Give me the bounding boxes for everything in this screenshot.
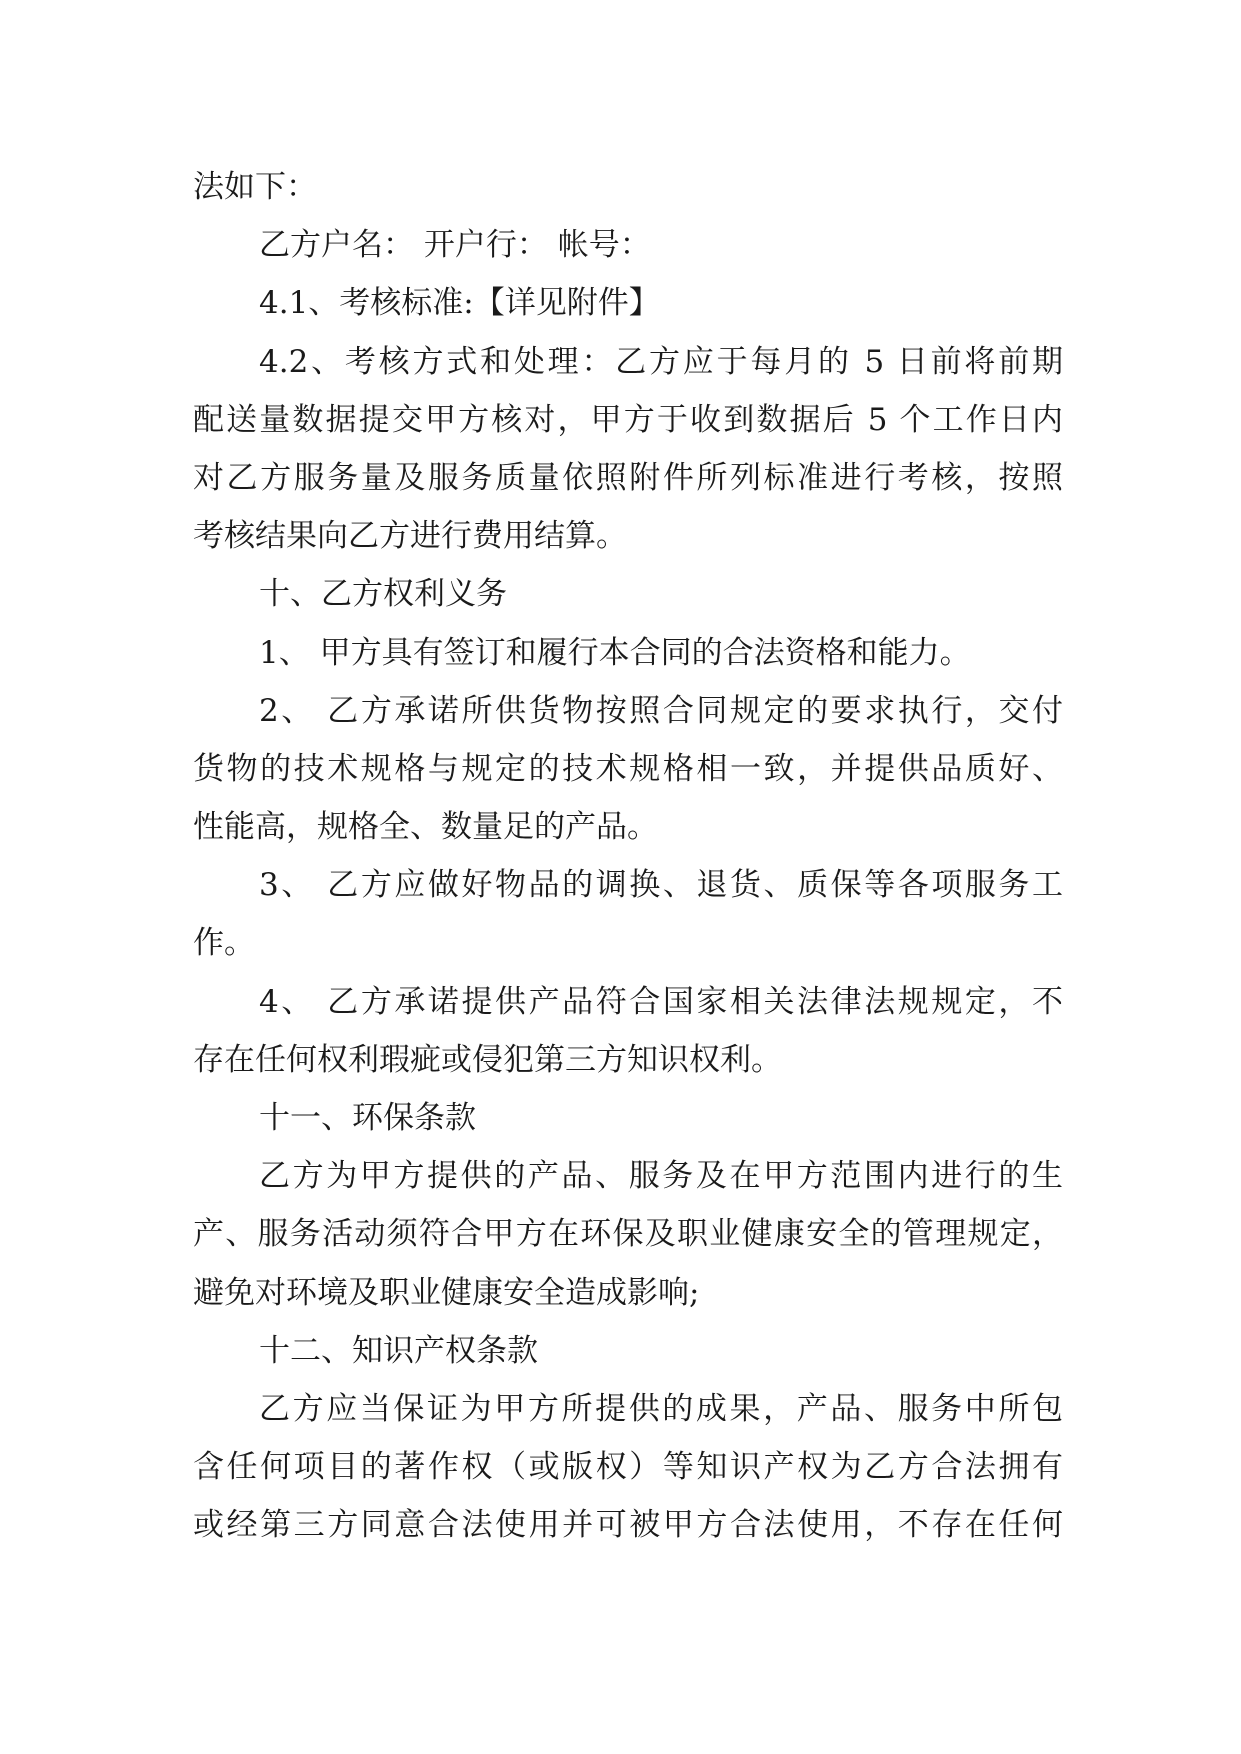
- text-line: 对乙方服务量及服务质量依照附件所列标准进行考核，按照: [193, 459, 1063, 496]
- text-line: 3、 乙方应做好物品的调换、退货、质保等各项服务工: [259, 867, 1063, 904]
- text-line: 货物的技术规格与规定的技术规格相一致，并提供品质好、: [193, 750, 1063, 787]
- text-line: 乙方户名： 开户行： 帐号：: [259, 227, 651, 264]
- text-line: 4.1、考核标准:【详见附件】: [259, 285, 660, 322]
- text-line: 存在任何权利瑕疵或侵犯第三方知识权利。: [193, 1041, 782, 1078]
- text-line: 考核结果向乙方进行费用结算。: [193, 518, 627, 555]
- text-line: 乙方为甲方提供的产品、服务及在甲方范围内进行的生: [259, 1158, 1063, 1195]
- text-line: 4、 乙方承诺提供产品符合国家相关法律法规规定，不: [259, 983, 1063, 1020]
- section-heading: 十二、知识产权条款: [259, 1332, 538, 1369]
- text-line: 法如下：: [193, 169, 317, 205]
- section-heading: 十一、环保条款: [259, 1100, 476, 1136]
- document-body: [193, 158, 1063, 1555]
- text-line: 1、 甲方具有签订和履行本合同的合法资格和能力。: [259, 634, 971, 671]
- text-line: 2、 乙方承诺所供货物按照合同规定的要求执行，交付: [259, 692, 1063, 729]
- text-line: 或经第三方同意合法使用并可被甲方合法使用，不存在任何: [193, 1507, 1063, 1544]
- section-heading: 十、乙方权利义务: [259, 576, 507, 613]
- text-line: 配送量数据提交甲方核对，甲方于收到数据后 5 个工作日内: [193, 401, 1063, 438]
- text-line: 性能高，规格全、数量足的产品。: [193, 809, 658, 846]
- text-line: 含任何项目的著作权（或版权）等知识产权为乙方合法拥有: [193, 1449, 1063, 1486]
- text-line: 作。: [193, 925, 255, 962]
- text-line: 4.2、考核方式和处理：乙方应于每月的 5 日前将前期: [259, 343, 1063, 380]
- text-line: 产、服务活动须符合甲方在环保及职业健康安全的管理规定，: [193, 1216, 1063, 1253]
- text-line: 避免对环境及职业健康安全造成影响;: [193, 1274, 700, 1311]
- text-line: 乙方应当保证为甲方所提供的成果，产品、服务中所包: [259, 1390, 1063, 1427]
